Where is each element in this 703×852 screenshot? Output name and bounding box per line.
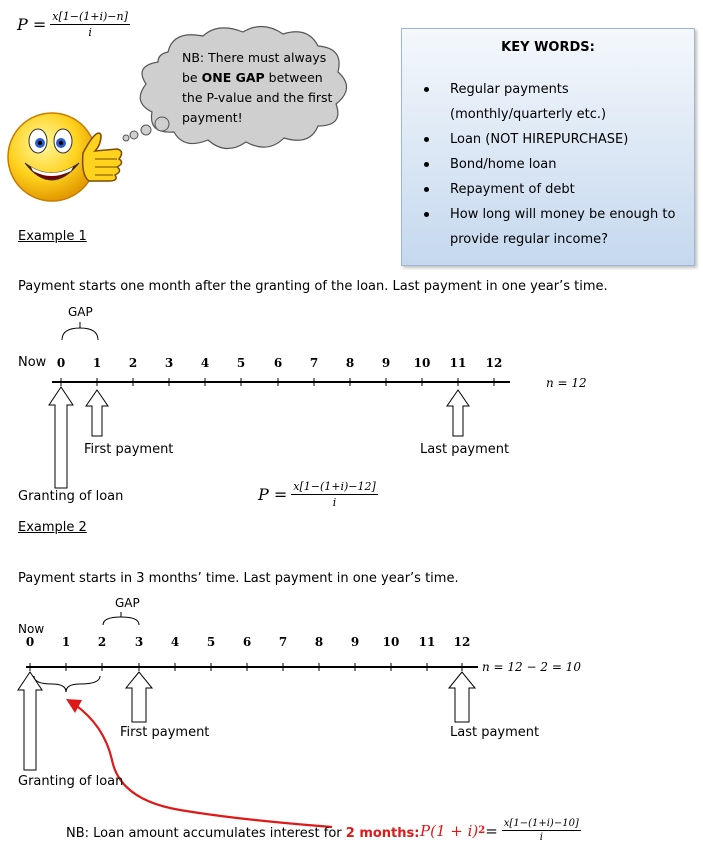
formula-denominator: i: [539, 832, 543, 843]
example-2-first-payment-arrow: [126, 672, 152, 722]
tick-label: 10: [382, 635, 400, 649]
note-highlight: 2 months:: [345, 826, 420, 841]
tick-label: 7: [309, 356, 319, 370]
formula-fraction: [502, 818, 581, 843]
tick-label: 9: [350, 635, 360, 649]
cloud-line-3: the P-value and the first: [182, 90, 333, 105]
example-1-granting-arrow: [49, 387, 73, 488]
example-2-formula: [420, 818, 581, 843]
list-item: Loan (NOT HIREPURCHASE): [422, 127, 675, 152]
tick-label: 6: [242, 635, 252, 649]
red-arrow-head-icon: [66, 699, 82, 713]
cloud-line-4: payment!: [182, 110, 243, 125]
tick-label: 12: [485, 356, 503, 370]
formula-numerator: x[1−(1+i)−n]: [52, 10, 128, 23]
formula-power: 2: [478, 825, 486, 836]
example-2-gap-label: GAP: [115, 596, 140, 610]
formula-denominator: i: [88, 26, 92, 39]
tick-label: 8: [345, 356, 355, 370]
cloud-line-1: NB: There must always: [182, 50, 327, 65]
tick-label: 11: [449, 356, 467, 370]
tick-label: 10: [413, 356, 431, 370]
tick-label: 8: [314, 635, 324, 649]
note-text: NB: Loan amount accumulates interest for: [66, 826, 346, 841]
example-2-heading: Example 2: [18, 520, 87, 535]
formula-fraction: [291, 480, 378, 509]
list-item: How long will money be enough to: [422, 202, 675, 227]
example-1-last-payment-label: Last payment: [420, 442, 510, 457]
tick-label: 0: [25, 635, 35, 649]
formula-lhs: P =: [258, 485, 288, 504]
tick-label: 7: [278, 635, 288, 649]
example-1-gap-brace: [62, 328, 98, 340]
tick-label: 0: [56, 356, 66, 370]
cloud-line-2-post: between: [264, 70, 323, 85]
example-1-description: Payment starts one month after the granting of the loan. Last payment in one year’s time.: [18, 279, 608, 294]
example-1-gap-label: GAP: [68, 305, 93, 319]
tick-label: 11: [418, 635, 436, 649]
example-2-description: Payment starts in 3 months’ time. Last payment in one year’s time.: [18, 571, 459, 586]
formula-numerator: x[1−(1+i)−12]: [293, 480, 376, 493]
formula-denominator: i: [332, 496, 337, 509]
example-2-ticks: [0, 635, 703, 653]
example-2-first-payment-label: First payment: [120, 725, 210, 740]
list-item: Bond/home loan: [422, 152, 675, 177]
list-item: provide regular income?: [450, 232, 609, 247]
cloud-line-2-pre: be: [182, 70, 202, 85]
tick-label: 1: [61, 635, 71, 649]
example-1-first-payment-arrow: [86, 390, 108, 436]
tick-label: 3: [134, 635, 144, 649]
example-1-now-label: Now: [18, 355, 47, 370]
example-1-formula: [258, 480, 378, 509]
example-2-granting-arrow: [18, 672, 42, 770]
example-2-last-payment-label: Last payment: [450, 725, 540, 740]
example-2-n-label: n = 12 − 2 = 10: [482, 660, 581, 674]
tick-label: 12: [453, 635, 471, 649]
tick-label: 2: [128, 356, 138, 370]
tick-label: 6: [273, 356, 283, 370]
example-2-granting-label: Granting of loan: [18, 774, 124, 789]
tick-label: 2: [97, 635, 107, 649]
example-1-first-payment-label: First payment: [84, 442, 174, 457]
tick-label: 5: [206, 635, 216, 649]
tick-label: 1: [92, 356, 102, 370]
cloud-line-2-bold: ONE GAP: [201, 70, 265, 85]
formula-equals: =: [485, 821, 498, 840]
example-1-heading: Example 1: [18, 229, 87, 244]
list-item: (monthly/quarterly etc.): [450, 107, 607, 122]
formula-lhs: P =: [17, 15, 47, 34]
tick-label: 5: [236, 356, 246, 370]
example-2-gap-brace: [103, 617, 139, 625]
formula-lhs: P(1 + i): [420, 821, 479, 840]
example-2-now-label: Now: [18, 622, 45, 636]
example-1-n-label: n = 12: [546, 376, 587, 390]
tick-label: 4: [170, 635, 180, 649]
tick-label: 3: [164, 356, 174, 370]
example-1-granting-label: Granting of loan: [18, 489, 124, 504]
tick-label: 9: [381, 356, 391, 370]
red-curved-arrow: [74, 704, 332, 827]
example-1-last-payment-arrow: [447, 390, 469, 436]
list-item: Repayment of debt: [422, 177, 675, 202]
example-2-last-payment-arrow: [449, 672, 475, 722]
key-words-title: KEY WORDS:: [501, 40, 595, 55]
example-2-note: [66, 826, 419, 841]
example-2-interest-brace: [34, 676, 100, 692]
list-item: Regular payments: [422, 77, 675, 102]
formula-numerator: x[1−(1+i)−10]: [503, 818, 579, 829]
tick-label: 4: [200, 356, 210, 370]
